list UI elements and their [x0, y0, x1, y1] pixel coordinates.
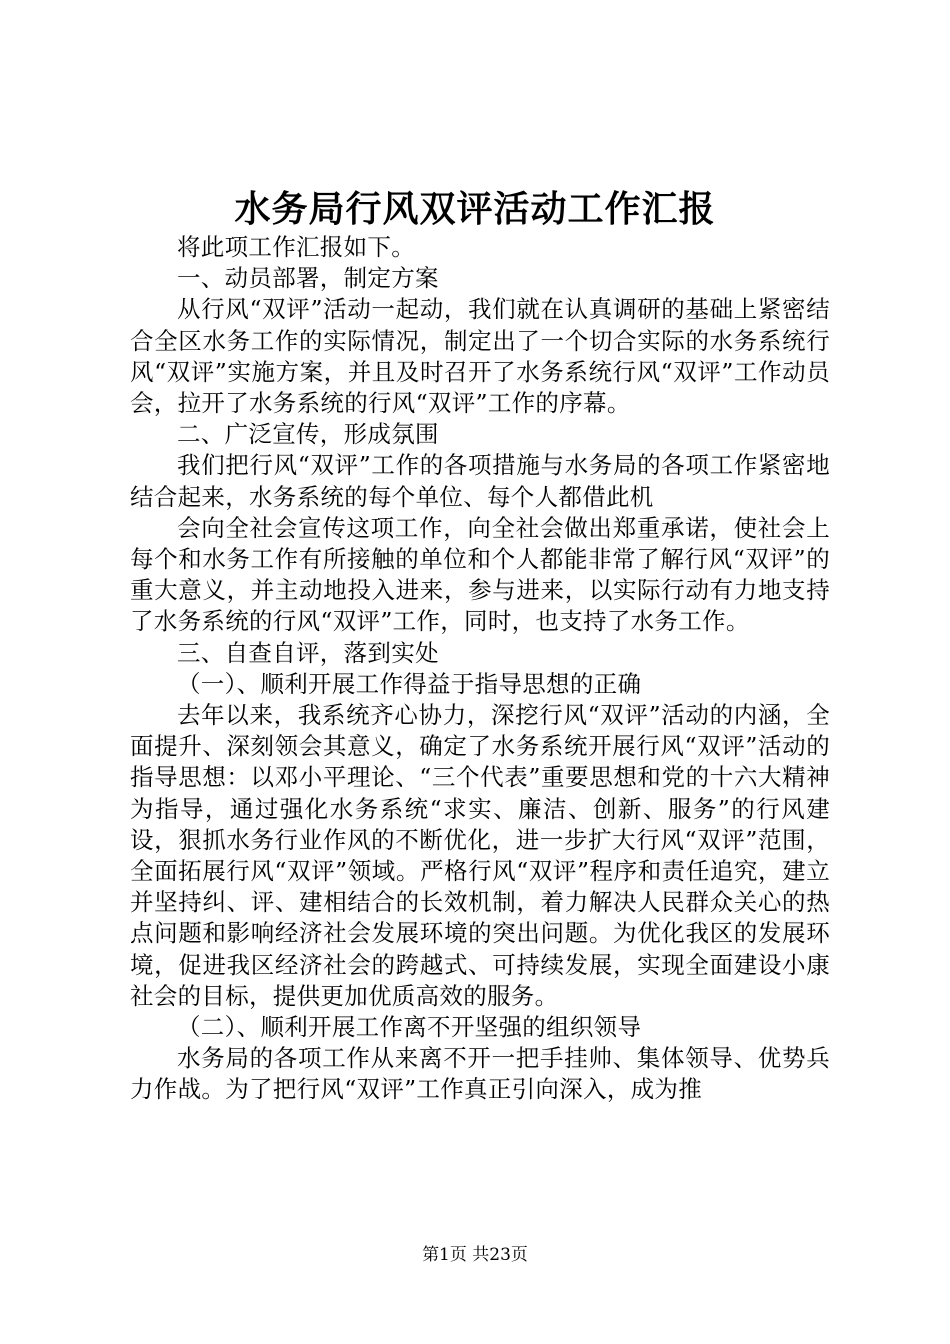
section-2-heading: 二、广泛宣传，形成氛围: [177, 420, 439, 449]
subsection-2-paragraph: 水务局的各项工作从来离不开一把手挂帅、集体领导、优势兵力作战。为了把行风“双评”工作真正引向深入，成为推: [130, 1044, 830, 1104]
subsection-1-heading: （一）、顺利开展工作得益于指导思想的正确: [177, 669, 642, 698]
section-1-heading: 一、动员部署，制定方案: [177, 264, 439, 293]
page-number-footer: 第1页 共23页: [422, 1245, 528, 1265]
intro-paragraph: 将此项工作汇报如下。: [177, 233, 415, 261]
document-body: [130, 232, 830, 1106]
document-title: 水务局行风双评活动工作汇报: [234, 188, 716, 230]
subsection-1-paragraph: 去年以来，我系统齐心协力，深挖行风“双评”活动的内涵，全面提升、深刻领会其意义，确定了水务系统开展行风“双评”活动的指导思想：以邓小平理论、“三个代表”重要思想和党的十六大精神为指导，通过强化水务系统“求实、廉洁、创新、服务”的行风建设，狠抓水务行业作风的不断优化，进一步扩大行风“双评”范围，全面拓展行风“双评”领域。严格行风“双评”程序和责任追究，建立并坚持纠、评、建相结合的长效机制，着力解决人民群众关心的热点问题和影响经济社会发展环境的突出问题。为优化我区的发展环境，促进我区经济社会的跨越式、可持续发展，实现全面建设小康社会的目标，提供更加优质高效的服务。: [130, 701, 830, 1010]
section-3-heading: 三、自查自评，落到实处: [177, 638, 439, 667]
section-2-paragraph-continued: 会向全社会宣传这项工作，向全社会做出郑重承诺，使社会上每个和水务工作有所接触的单位和个人都能非常了解行风“双评”的重大意义，并主动地投入进来，参与进来，以实际行动有力地支持了水务系统的行风“双评”工作，同时，也支持了水务工作。: [130, 513, 830, 636]
section-1-paragraph: 从行风“双评”活动一起动，我们就在认真调研的基础上紧密结合全区水务工作的实际情况，制定出了一个切合实际的水务系统行风“双评”实施方案，并且及时召开了水务系统行风“双评”工作动员会，拉开了水务系统的行风“双评”工作的序幕。: [130, 295, 830, 418]
subsection-2-heading: （二）、顺利开展工作离不开坚强的组织领导: [177, 1013, 642, 1042]
section-2-paragraph: 我们把行风“双评”工作的各项措施与水务局的各项工作紧密地结合起来，水务系统的每个单位、每个人都借此机: [130, 451, 830, 511]
